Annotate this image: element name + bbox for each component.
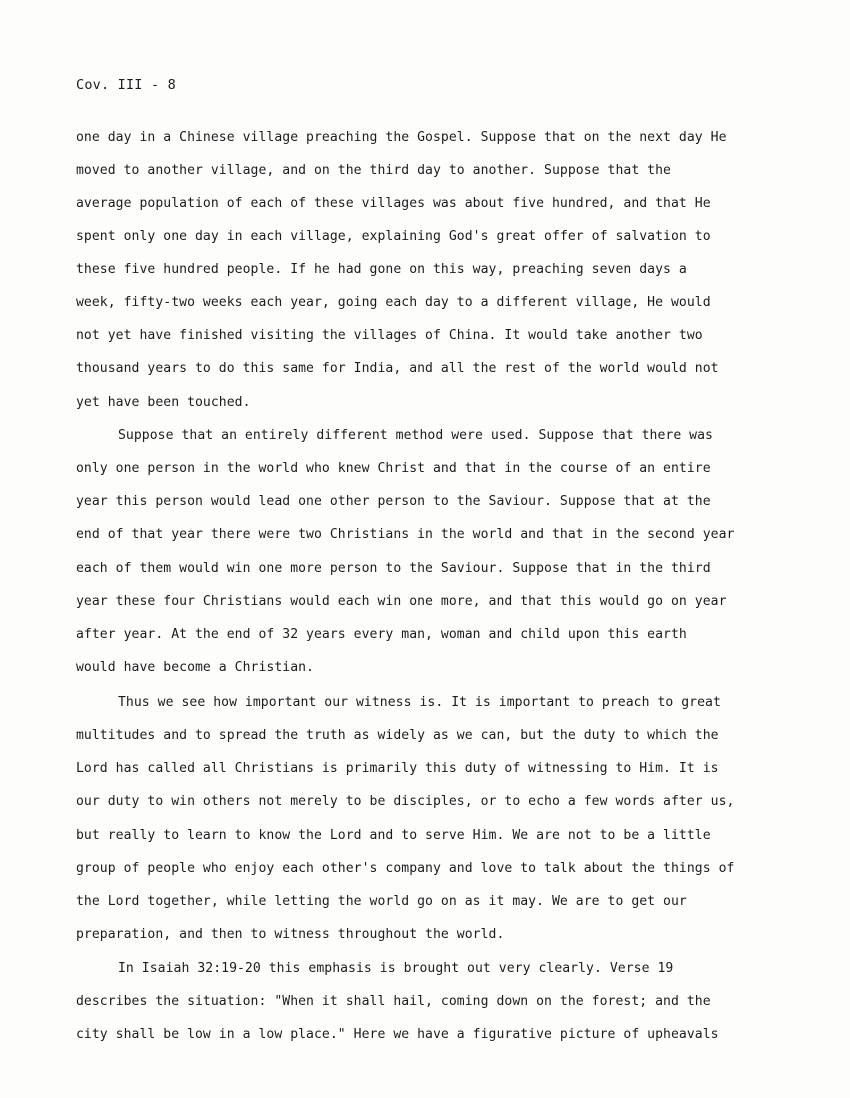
text-line: average population of each of these villages was about five hundred, and that He [76,196,711,211]
text-line: year these four Christians would each win one more, and that this would go on year [76,594,727,609]
text-line: not yet have finished visiting the villages of China. It would take another two [76,328,703,343]
text-line: these five hundred people. If he had gone on this way, preaching seven days a [76,262,687,277]
text-line: but really to learn to know the Lord and to serve Him. We are not to be a little [76,828,711,843]
text-line: Thus we see how important our witness is. It is important to preach to great [118,695,721,710]
text-line: thousand years to do this same for India, and all the rest of the world would not [76,361,719,376]
text-line: preparation, and then to witness throughout the world. [76,927,505,942]
text-line: yet have been touched. [76,395,251,410]
text-line: one day in a Chinese village preaching the Gospel. Suppose that on the next day He [76,130,727,145]
text-line: would have become a Christian. [76,660,314,675]
text-line: our duty to win others not merely to be disciples, or to echo a few words after us, [76,794,735,809]
text-line: moved to another village, and on the third day to another. Suppose that the [76,163,671,178]
text-line: group of people who enjoy each other's company and love to talk about the things of [76,861,735,876]
text-line: only one person in the world who knew Christ and that in the course of an entire [76,461,711,476]
text-line: Lord has called all Christians is primarily this duty of witnessing to Him. It is [76,761,719,776]
text-line: end of that year there were two Christians in the world and that in the second year [76,527,735,542]
text-line: year this person would lead one other person to the Saviour. Suppose that at the [76,494,711,509]
text-line: after year. At the end of 32 years every man, woman and child upon this earth [76,627,687,642]
text-line: Suppose that an entirely different method were used. Suppose that there was [118,428,713,443]
text-line: city shall be low in a low place." Here we have a figurative picture of upheavals [76,1027,719,1042]
text-line: the Lord together, while letting the world go on as it may. We are to get our [76,894,687,909]
text-line: describes the situation: "When it shall hail, coming down on the forest; and the [76,994,711,1009]
text-line: week, fifty-two weeks each year, going each day to a different village, He would [76,295,711,310]
text-line: In Isaiah 32:19-20 this emphasis is brought out very clearly. Verse 19 [118,961,674,976]
text-line: multitudes and to spread the truth as widely as we can, but the duty to which the [76,728,719,743]
text-line: each of them would win one more person to the Saviour. Suppose that in the third [76,561,711,576]
page-header: Cov. III - 8 [76,77,176,93]
text-line: spent only one day in each village, explaining God's great offer of salvation to [76,229,711,244]
